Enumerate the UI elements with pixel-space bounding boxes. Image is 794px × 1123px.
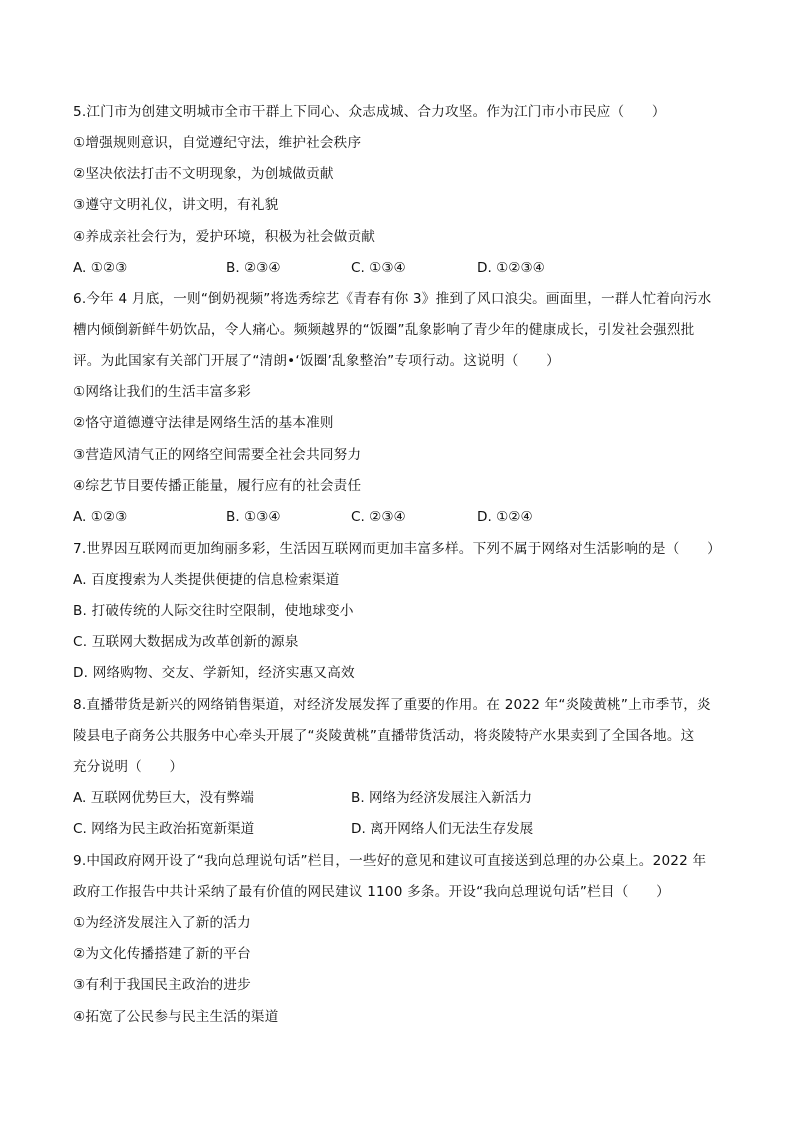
q5-statement-4: ④养成亲社会行为，爱护环境，积极为社会做贡献 <box>73 229 376 245</box>
q6-stem-line-1: 6.今年 4 月底，一则“倒奶视频”将选秀综艺《青春有你 3》推到了风口浪尖。画面里，一群人忙着向污水 <box>73 291 712 307</box>
q8-option-b[interactable]: B. 网络为经济发展注入新活力 <box>351 790 533 806</box>
q6-statement-4: ④综艺节目要传播正能量，履行应有的社会责任 <box>73 478 362 494</box>
q5-statement-1: ①增强规则意识，自觉遵纪守法，维护社会秩序 <box>73 135 362 151</box>
q7-option-d[interactable]: D. 网络购物、交友、学新知，经济实惠又高效 <box>73 665 355 681</box>
q5-stem: 5.江门市为创建文明城市全市干群上下同心、众志成城、合力攻坚。作为江门市小市民应（ ） <box>73 104 666 120</box>
q9-statement-3: ③有利于我国民主政治的进步 <box>73 977 251 993</box>
q8-option-a[interactable]: A. 互联网优势巨大，没有弊端 <box>73 790 254 806</box>
q9-statement-4: ④拓宽了公民参与民主生活的渠道 <box>73 1009 279 1025</box>
q8-option-d[interactable]: D. 离开网络人们无法生存发展 <box>351 821 534 837</box>
q9-stem-line-1: 9.中国政府网开设了“我向总理说句话”栏目，一些好的意见和建议可直接送到总理的办公桌上。2022 年 <box>73 853 707 869</box>
q5-option-d[interactable]: D. ①②③④ <box>477 260 545 276</box>
q9-statement-2: ②为文化传播搭建了新的平台 <box>73 946 251 962</box>
q5-option-b[interactable]: B. ②③④ <box>226 260 281 276</box>
q6-option-a[interactable]: A. ①②③ <box>73 509 128 525</box>
q9-statement-1: ①为经济发展注入了新的活力 <box>73 915 251 931</box>
q6-statement-2: ②恪守道德遵守法律是网络生活的基本准则 <box>73 415 334 431</box>
q6-stem-line-2: 槽内倾倒新鲜牛奶饮品，令人痛心。频频越界的“饭圈”乱象影响了青少年的健康成长，引发社会强烈批 <box>73 322 695 338</box>
q7-option-a[interactable]: A. 百度搜索为人类提供便捷的信息检索渠道 <box>73 572 340 588</box>
q6-option-d[interactable]: D. ①②④ <box>477 509 533 525</box>
q8-stem-line-3: 充分说明（ ） <box>73 759 184 775</box>
q5-option-a[interactable]: A. ①②③ <box>73 260 128 276</box>
q6-statement-1: ①网络让我们的生活丰富多彩 <box>73 384 251 400</box>
q8-stem-line-2: 陵县电子商务公共服务中心牵头开展了“炎陵黄桃”直播带货活动，将炎陵特产水果卖到了全国各地。这 <box>73 728 695 744</box>
q6-option-c[interactable]: C. ②③④ <box>351 509 406 525</box>
q5-statement-3: ③遵守文明礼仪，讲文明，有礼貌 <box>73 197 279 213</box>
q7-stem: 7.世界因互联网而更加绚丽多彩，生活因互联网而更加丰富多样。下列不属于网络对生活影响的是（ ） <box>73 541 721 557</box>
q5-statement-2: ②坚决依法打击不文明现象，为创城做贡献 <box>73 166 334 182</box>
q6-stem-line-3: 评。为此国家有关部门开展了“清朗•‘饭圈’乱象整治”专项行动。这说明（ ） <box>73 353 560 369</box>
q6-option-b[interactable]: B. ①③④ <box>226 509 281 525</box>
q9-stem-line-2: 政府工作报告中共计采纳了最有价值的网民建议 1100 多条。开设“我向总理说句话”栏目（ ） <box>73 884 670 900</box>
q6-statement-3: ③营造风清气正的网络空间需要全社会共同努力 <box>73 447 362 463</box>
q8-option-c[interactable]: C. 网络为民主政治拓宽新渠道 <box>73 821 255 837</box>
q7-option-b[interactable]: B. 打破传统的人际交往时空限制，使地球变小 <box>73 603 354 619</box>
q5-option-c[interactable]: C. ①③④ <box>351 260 406 276</box>
q7-option-c[interactable]: C. 互联网大数据成为改革创新的源泉 <box>73 634 299 650</box>
q8-stem-line-1: 8.直播带货是新兴的网络销售渠道，对经济发展发挥了重要的作用。在 2022 年“炎陵黄桃”上市季节，炎 <box>73 697 711 713</box>
